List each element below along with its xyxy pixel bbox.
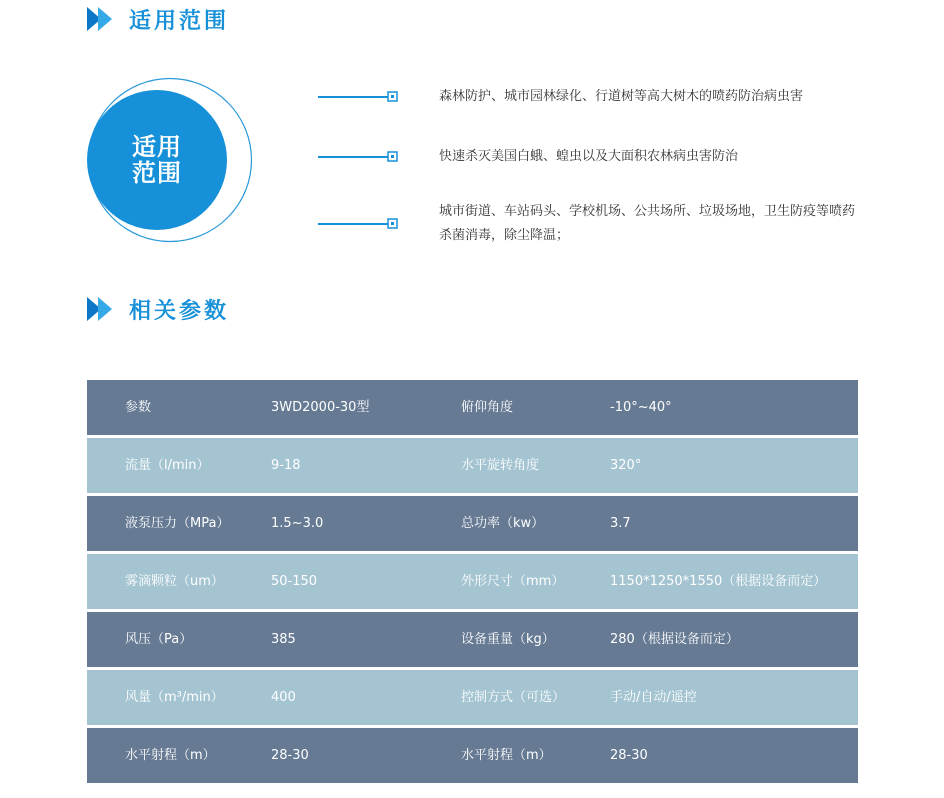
table-row xyxy=(87,380,858,435)
param-name: 控制方式（可选） xyxy=(461,690,566,705)
param-value: 28-30 xyxy=(271,748,309,763)
line-square-connector-icon xyxy=(318,150,398,164)
param-value: 1150*1250*1550（根据设备而定） xyxy=(610,574,827,589)
usage-item-text: 快速杀灭美国白蛾、蝗虫以及大面积农林病虫害防治 xyxy=(439,149,739,164)
usage-item-text: 城市街道、车站码头、学校机场、公共场所、垃圾场地，卫生防疫等喷药杀菌消毒，除尘降温； xyxy=(439,204,856,243)
table-row xyxy=(87,728,858,783)
badge-line-2: 范围 xyxy=(132,159,182,187)
double-chevron-right-icon xyxy=(87,297,121,321)
badge-label xyxy=(87,77,227,243)
param-value: 3WD2000-30型 xyxy=(271,400,370,415)
param-value: 320° xyxy=(610,458,642,473)
param-name: 设备重量（kg） xyxy=(461,632,555,647)
param-value: 1.5~3.0 xyxy=(271,516,324,531)
param-name: 液泵压力（MPa） xyxy=(125,516,230,531)
usage-badge xyxy=(87,77,253,243)
table-row xyxy=(87,554,858,609)
section-heading-params xyxy=(87,293,229,325)
line-square-connector-icon xyxy=(318,90,398,104)
param-value: 385 xyxy=(271,632,296,647)
param-value: 400 xyxy=(271,690,296,705)
param-name: 水平射程（m） xyxy=(461,748,552,763)
param-name: 参数 xyxy=(125,400,152,415)
param-value: 3.7 xyxy=(610,516,631,531)
param-value: 28-30 xyxy=(610,748,648,763)
param-name: 流量（l/min） xyxy=(125,458,210,473)
params-table xyxy=(87,380,858,786)
table-row xyxy=(87,670,858,725)
param-value: 280（根据设备而定） xyxy=(610,632,739,647)
param-name: 外形尺寸（mm） xyxy=(461,574,565,589)
double-chevron-right-icon xyxy=(87,7,121,31)
param-name: 水平射程（m） xyxy=(125,748,216,763)
table-row xyxy=(87,496,858,551)
param-value: -10°~40° xyxy=(610,400,672,415)
param-name: 总功率（kw） xyxy=(461,516,545,531)
param-name: 俯仰角度 xyxy=(461,400,514,415)
badge-line-1: 适用 xyxy=(132,133,182,161)
section-heading-usage xyxy=(87,3,229,35)
param-value: 手动/自动/遥控 xyxy=(610,690,697,705)
section-title-params: 相关参数 xyxy=(129,298,230,324)
param-name: 风量（m³/min） xyxy=(125,690,224,705)
param-name: 雾滴颗粒（um） xyxy=(125,574,224,589)
param-name: 风压（Pa） xyxy=(125,632,193,647)
table-row xyxy=(87,438,858,493)
param-name: 水平旋转角度 xyxy=(461,458,540,473)
param-value: 50-150 xyxy=(271,574,318,589)
table-row xyxy=(87,612,858,667)
section-title-usage: 适用范围 xyxy=(129,8,230,34)
usage-item-text: 森林防护、城市园林绿化、行道树等高大树木的喷药防治病虫害 xyxy=(439,89,804,104)
line-square-connector-icon xyxy=(318,217,398,231)
param-value: 9-18 xyxy=(271,458,301,473)
